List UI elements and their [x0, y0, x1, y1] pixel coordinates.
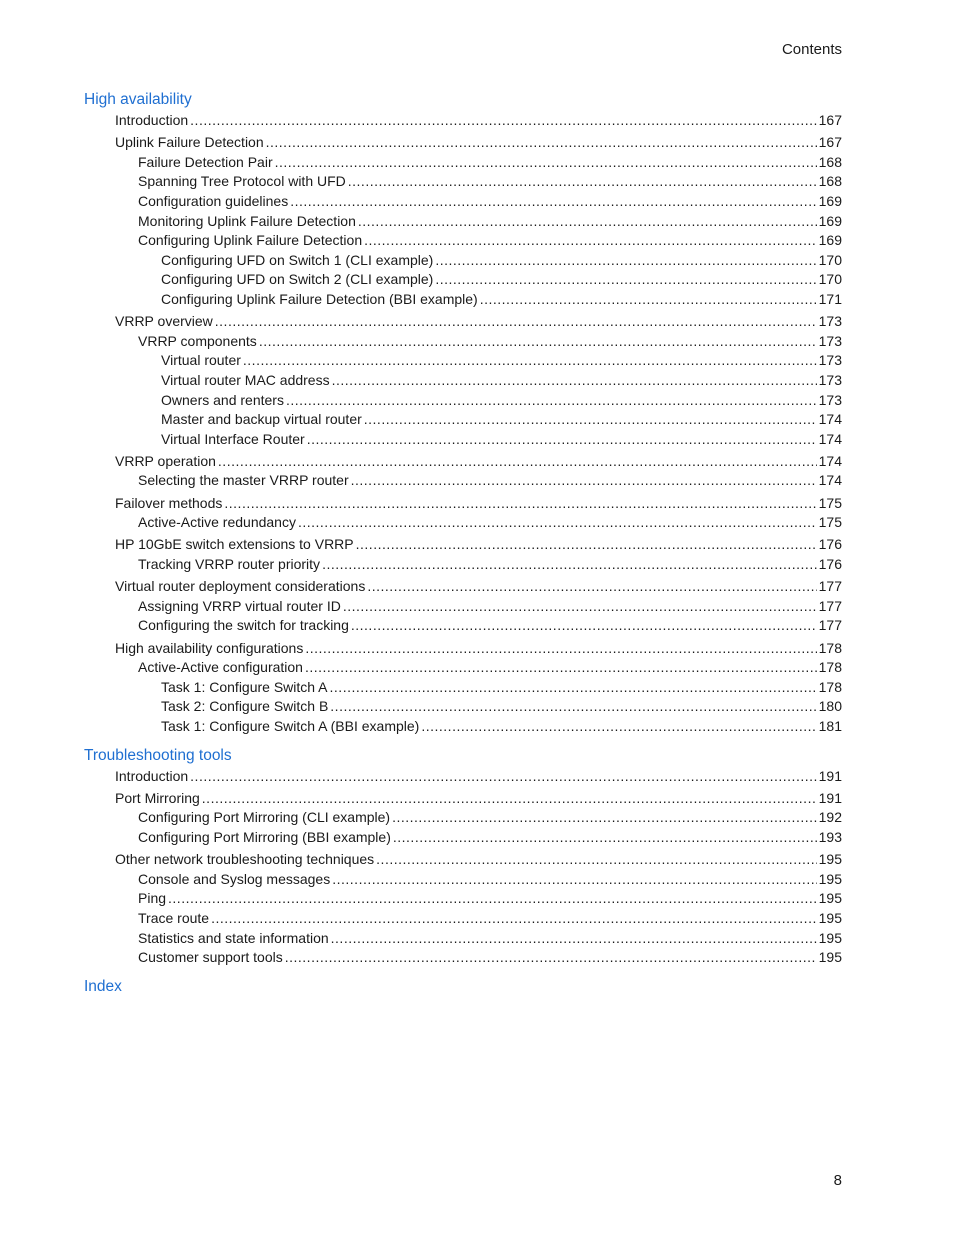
dot-leader [286, 391, 817, 411]
toc-entry[interactable] [84, 828, 842, 848]
dot-leader [266, 133, 817, 153]
toc-entry[interactable] [84, 270, 842, 290]
toc-entry[interactable] [84, 870, 842, 890]
toc-entry-title: Virtual Interface Router [161, 430, 305, 447]
dot-leader [202, 789, 817, 809]
dot-leader [218, 452, 817, 472]
toc-entry-title: Console and Syslog messages [138, 870, 331, 887]
toc-entry[interactable] [84, 192, 842, 212]
toc-entry-page: 191 [818, 789, 842, 806]
toc-entry-page: 170 [818, 271, 842, 288]
toc-entry-page: 177 [818, 597, 842, 614]
dot-leader [322, 555, 817, 575]
toc-entry[interactable] [84, 371, 842, 391]
dot-leader [275, 153, 817, 173]
dot-leader [480, 290, 817, 310]
toc-entry-title: Master and backup virtual router [161, 411, 362, 428]
toc-entry-page: 167 [818, 112, 842, 128]
dot-leader [351, 471, 817, 491]
toc-entry-title: Assigning VRRP virtual router ID [138, 597, 341, 614]
toc-entry[interactable] [84, 172, 842, 192]
toc-entry-title: Virtual router MAC address [161, 371, 330, 388]
toc-entry-title: Selecting the master VRRP router [138, 472, 349, 489]
toc-entry-title: Configuring the switch for tracking [138, 617, 349, 634]
toc-entry-title: Customer support tools [138, 949, 283, 966]
toc-section-title[interactable]: Troubleshooting tools [84, 746, 232, 764]
toc-entry-page: 191 [818, 767, 842, 784]
dot-leader [348, 172, 817, 192]
toc-entry-title: Monitoring Uplink Failure Detection [138, 212, 356, 229]
toc-entry-page: 177 [818, 578, 842, 595]
toc-entry-page: 195 [818, 929, 842, 946]
toc-entry-title: Configuration guidelines [138, 192, 289, 209]
toc-entry-title: Configuring Uplink Failure Detection (BBI example) [161, 290, 478, 307]
toc-entry[interactable] [84, 616, 842, 636]
toc-entry-title: Virtual router [161, 352, 241, 369]
toc-entry[interactable] [84, 231, 842, 251]
dot-leader [298, 513, 817, 533]
toc-entry-page: 193 [818, 828, 842, 845]
toc-entry-title: HP 10GbE switch extensions to VRRP [115, 536, 354, 553]
toc-entry-title: Ping [138, 890, 167, 907]
toc-entry-title: Introduction [115, 112, 189, 128]
toc-entry-title: Tracking VRRP router priority [138, 556, 321, 573]
toc-entry-page: 180 [818, 698, 842, 715]
dot-leader [330, 697, 816, 717]
dot-leader [190, 111, 816, 131]
toc-entry[interactable] [84, 577, 842, 597]
toc-entry[interactable] [84, 767, 842, 787]
toc-entry[interactable] [84, 513, 842, 533]
toc-entry[interactable] [84, 639, 842, 659]
toc-entry-page: 178 [818, 678, 842, 695]
toc-entry[interactable] [84, 153, 842, 173]
toc-entry-page: 195 [818, 890, 842, 907]
dot-leader [351, 616, 817, 636]
toc-entry[interactable] [84, 697, 842, 717]
toc-entry-page: 169 [818, 232, 842, 249]
toc-entry-title: Statistics and state information [138, 929, 329, 946]
toc-entry-title: Configuring UFD on Switch 2 (CLI example) [161, 271, 434, 288]
toc-entry-page: 195 [818, 909, 842, 926]
toc-entry-page: 173 [818, 391, 842, 408]
toc-entry-page: 175 [818, 494, 842, 511]
running-header: Contents [781, 41, 842, 58]
toc-entry-page: 195 [818, 851, 842, 868]
dot-leader [343, 597, 817, 617]
toc-entry-page: 173 [818, 313, 842, 330]
toc-entry-title: VRRP overview [115, 313, 213, 330]
toc-entry-page: 178 [818, 659, 842, 676]
toc-entry-title: VRRP operation [115, 452, 216, 469]
dot-leader [393, 828, 817, 848]
toc-section-title[interactable]: Index [84, 977, 122, 995]
toc-entry[interactable] [84, 410, 842, 430]
dot-leader [392, 808, 817, 828]
toc-entry-page: 195 [818, 949, 842, 966]
toc-entry-title: Task 1: Configure Switch A (BBI example) [161, 717, 420, 734]
toc-entry[interactable] [84, 717, 842, 737]
toc-entry-title: Spanning Tree Protocol with UFD [138, 173, 346, 190]
toc-entry[interactable] [84, 909, 842, 929]
dot-leader [305, 639, 816, 659]
toc-entry-title: Other network troubleshooting techniques [115, 851, 375, 868]
toc-section-title[interactable]: High availability [84, 91, 192, 108]
toc-entry[interactable] [84, 133, 842, 153]
dot-leader [358, 212, 817, 232]
toc-entry-title: High availability configurations [115, 639, 304, 656]
toc-entry[interactable] [84, 789, 842, 809]
toc-entry-page: 169 [818, 192, 842, 209]
toc-entry-page: 192 [818, 809, 842, 826]
toc-entry[interactable] [84, 535, 842, 555]
toc-section-entries [84, 111, 842, 737]
toc-entry[interactable] [84, 351, 842, 371]
toc-entry[interactable] [84, 290, 842, 310]
table-of-contents [84, 89, 842, 1005]
toc-entry-title: Failure Detection Pair [138, 153, 273, 170]
toc-entry-page: 174 [818, 411, 842, 428]
dot-leader [435, 270, 816, 290]
toc-entry-title: Configuring Uplink Failure Detection [138, 232, 363, 249]
toc-entry-page: 169 [818, 212, 842, 229]
toc-entry-page: 195 [818, 870, 842, 887]
toc-section-entries [84, 767, 842, 968]
toc-entry-title: Port Mirroring [115, 789, 200, 806]
toc-entry-page: 178 [818, 639, 842, 656]
toc-entry-page: 173 [818, 332, 842, 349]
toc-entry[interactable] [84, 312, 842, 332]
toc-entry[interactable] [84, 494, 842, 514]
toc-entry[interactable] [84, 452, 842, 472]
dot-leader [332, 870, 816, 890]
toc-entry[interactable] [84, 471, 842, 491]
toc-entry-page: 170 [818, 251, 842, 268]
toc-entry-page: 171 [818, 290, 842, 307]
toc-entry[interactable] [84, 391, 842, 411]
toc-entry-title: Active-Active redundancy [138, 514, 296, 531]
toc-entry[interactable] [84, 808, 842, 828]
toc-entry[interactable] [84, 850, 842, 870]
dot-leader [330, 678, 817, 698]
toc-entry-title: Owners and renters [161, 391, 284, 408]
toc-entry-title: Active-Active configuration [138, 659, 303, 676]
dot-leader [215, 312, 817, 332]
dot-leader [259, 332, 817, 352]
toc-entry-page: 167 [818, 134, 842, 151]
toc-entry-title: Virtual router deployment considerations [115, 578, 366, 595]
dot-leader [224, 494, 816, 514]
toc-entry-title: Task 2: Configure Switch B [161, 698, 329, 715]
toc-entry[interactable] [84, 658, 842, 678]
toc-entry-title: Task 1: Configure Switch A [161, 678, 328, 695]
toc-entry-page: 174 [818, 452, 842, 469]
dot-leader [356, 535, 817, 555]
toc-entry-page: 174 [818, 472, 842, 489]
toc-entry[interactable] [84, 332, 842, 352]
toc-entry-title: Introduction [115, 767, 189, 784]
dot-leader [421, 717, 816, 737]
toc-entry-page: 173 [818, 371, 842, 388]
page-number: 8 [833, 1172, 842, 1189]
dot-leader [367, 577, 816, 597]
dot-leader [364, 410, 817, 430]
toc-entry-title: Failover methods [115, 494, 223, 511]
toc-entry-page: 173 [818, 352, 842, 369]
dot-leader [435, 251, 816, 271]
dot-leader [243, 351, 817, 371]
toc-entry-page: 176 [818, 536, 842, 553]
toc-entry[interactable] [84, 430, 842, 450]
toc-entry[interactable] [84, 678, 842, 698]
toc-entry[interactable] [84, 212, 842, 232]
toc-entry-page: 174 [818, 430, 842, 447]
toc-entry-title: Configuring Port Mirroring (BBI example) [138, 828, 391, 845]
dot-leader [168, 889, 817, 909]
toc-entry[interactable] [84, 929, 842, 949]
toc-entry[interactable] [84, 948, 842, 968]
dot-leader [376, 850, 816, 870]
toc-entry-title: Configuring Port Mirroring (CLI example) [138, 809, 391, 826]
toc-entry[interactable] [84, 889, 842, 909]
dot-leader [364, 231, 817, 251]
dot-leader [332, 371, 817, 391]
dot-leader [305, 658, 817, 678]
toc-entry-title: VRRP components [138, 332, 257, 349]
toc-entry-page: 168 [818, 173, 842, 190]
toc-entry-page: 181 [818, 717, 842, 734]
toc-entry-page: 168 [818, 153, 842, 170]
toc-entry-title: Configuring UFD on Switch 1 (CLI example) [161, 251, 434, 268]
dot-leader [211, 909, 817, 929]
toc-entry-title: Uplink Failure Detection [115, 134, 264, 151]
dot-leader [331, 929, 817, 949]
toc-entry-page: 177 [818, 617, 842, 634]
dot-leader [190, 767, 816, 787]
toc-entry[interactable] [84, 597, 842, 617]
toc-entry[interactable] [84, 555, 842, 575]
toc-entry[interactable] [84, 111, 842, 131]
dot-leader [290, 192, 816, 212]
dot-leader [307, 430, 817, 450]
toc-entry[interactable] [84, 251, 842, 271]
toc-entry-title: Trace route [138, 909, 210, 926]
toc-entry-page: 176 [818, 556, 842, 573]
toc-entry-page: 175 [818, 514, 842, 531]
dot-leader [285, 948, 817, 968]
